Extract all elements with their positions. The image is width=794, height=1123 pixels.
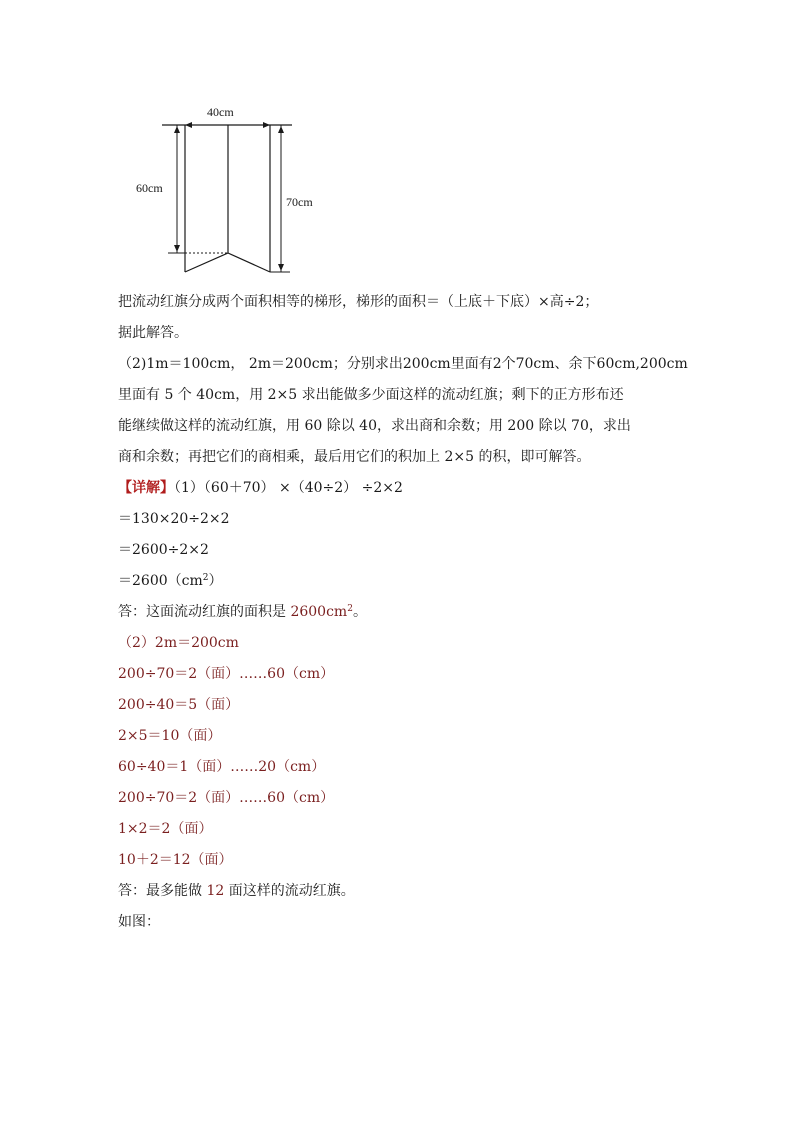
q1-answer-value: 2600cm [290,604,348,620]
q2-step: 10＋2＝12（面） [118,852,233,868]
q2-answer-text: 答：最多能做 [118,883,207,899]
analysis-line: 商和余数；再把它们的商相乘，最后用它们的积加上 2×5 的积，即可解答。 [118,449,591,465]
left-dimension-label: 60cm [136,181,163,195]
q2-step: 1×2＝2（面） [118,821,213,837]
right-arrow-top [278,126,284,133]
q1-step [118,566,688,597]
analysis-line: 把流动红旗分成两个面积相等的梯形，梯形的面积＝（上底＋下底）×高÷2； [118,294,599,310]
right-arrow-bottom [278,264,284,271]
flag-diagram-svg [120,100,340,285]
q2-step: 60÷40＝1（面）……20（cm） [118,759,326,775]
q2-answer [118,876,688,907]
detail-tag: 【详解】 [118,480,174,496]
left-arrow-top [174,126,180,133]
flag-notch-right [228,253,270,272]
q2-step: 200÷70＝2（面）……60（cm） [118,666,335,682]
q1-answer [118,597,688,628]
q1-answer-text: 答：这面流动红旗的面积是 [118,604,291,620]
q2-step: 200÷40＝5（面） [118,697,240,713]
q2-answer-end: 面这样的流动红旗。 [224,883,355,899]
q1-step: ＝130×20÷2×2 [118,511,230,527]
top-arrow-left [185,122,192,128]
q1-step3-end: ） [208,573,223,589]
q1-step: ＝2600÷2×2 [118,542,209,558]
q2-step: 200÷70＝2（面）……60（cm） [118,790,335,806]
q2-expression: （2）2m＝200cm [118,635,239,651]
flag-notch-left [185,253,228,272]
q1-step3-sup: 2 [202,573,209,583]
flag-diagram [120,100,340,285]
right-dimension-label: 70cm [286,195,313,209]
q2-answer-value: 12 [206,883,225,899]
analysis-line: 据此解答。 [118,325,188,341]
q1-answer-sup: 2 [347,604,353,614]
q2-step: 2×5＝10（面） [118,728,222,744]
q1-answer-end: 。 [352,604,367,620]
left-arrow-bottom [174,245,180,252]
analysis-line: 里面有 5 个 40cm，用 2×5 求出能做多少面这样的流动红旗；剩下的正方形布还 [118,387,624,403]
figure-reference: 如图： [118,914,160,930]
solution-text [118,287,688,938]
analysis-line: （2)1m＝100cm， 2m＝200cm；分别求出200cm里面有2个70cm、余下60cm,200cm [118,356,688,372]
q1-step3-text: ＝2600（cm [118,573,203,589]
top-arrow-right [263,122,270,128]
top-dimension-label: 40cm [207,105,234,119]
q1-expression: （1）（60＋70） ×（40÷2） ÷2×2 [174,480,403,496]
detail-heading-line [118,473,688,504]
analysis-line: 能继续做这样的流动红旗，用 60 除以 40，求出商和余数；用 200 除以 70，求出 [118,418,631,434]
